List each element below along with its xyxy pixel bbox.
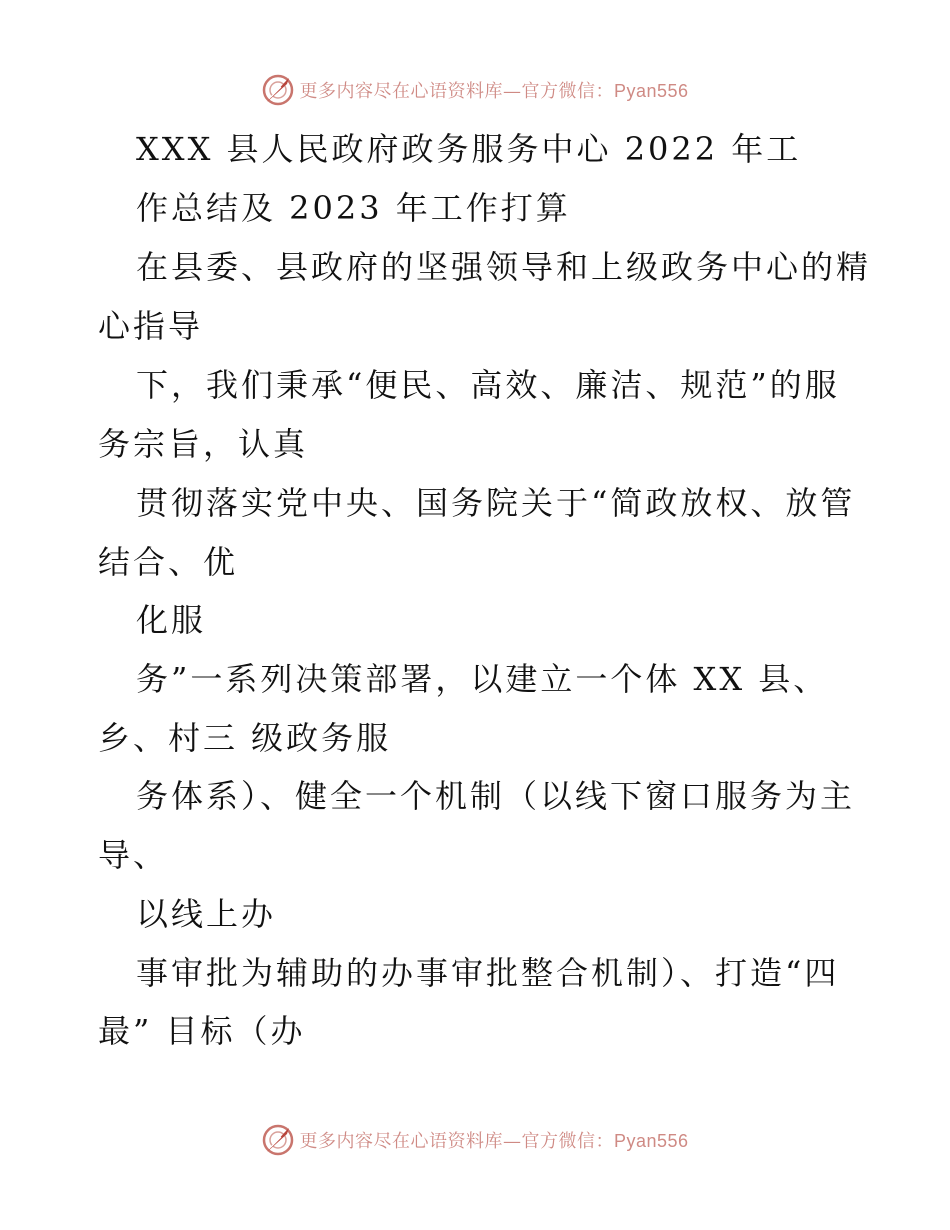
doc-line: 务宗旨，认真 [98,425,309,463]
doc-line: 心指导 [98,307,204,345]
footer-watermark [0,1122,950,1158]
doc-line: 务”一系列决策部署，以建立一个体 XX 县、 [136,660,829,698]
doc-line: 作总结及 2023 年工作打算 [136,189,571,227]
doc-line: 在县委、县政府的坚强领导和上级政务中心的精 [136,248,872,286]
watermark-text: 更多内容尽在心语资料库—官方微信：Pyan556 [299,1131,689,1152]
doc-line: 以线上办 [136,895,277,933]
doc-line: XXX 县人民政府政务服务中心 2022 年工 [136,130,802,168]
doc-line: 结合、优 [98,543,239,581]
doc-line: 最” 目标（办 [98,1012,306,1050]
doc-line: 事审批为辅助的办事审批整合机制）、打造“四 [136,954,840,992]
quill-logo-icon [261,1123,295,1157]
doc-line: 贯彻落实党中央、国务院关于“简政放权、放管 [136,484,856,522]
header-watermark [0,72,950,108]
watermark-text: 更多内容尽在心语资料库—官方微信：Pyan556 [299,81,689,102]
doc-line: 下，我们秉承“便民、高效、廉洁、规范”的服 [136,366,840,404]
doc-line: 导、 [98,836,169,874]
doc-line: 乡、村三 级政务服 [98,719,392,757]
doc-line: 化服 [136,601,207,639]
doc-line: 务体系）、健全一个机制（以线下窗口服务为主 [136,777,856,815]
quill-logo-icon [261,73,295,107]
